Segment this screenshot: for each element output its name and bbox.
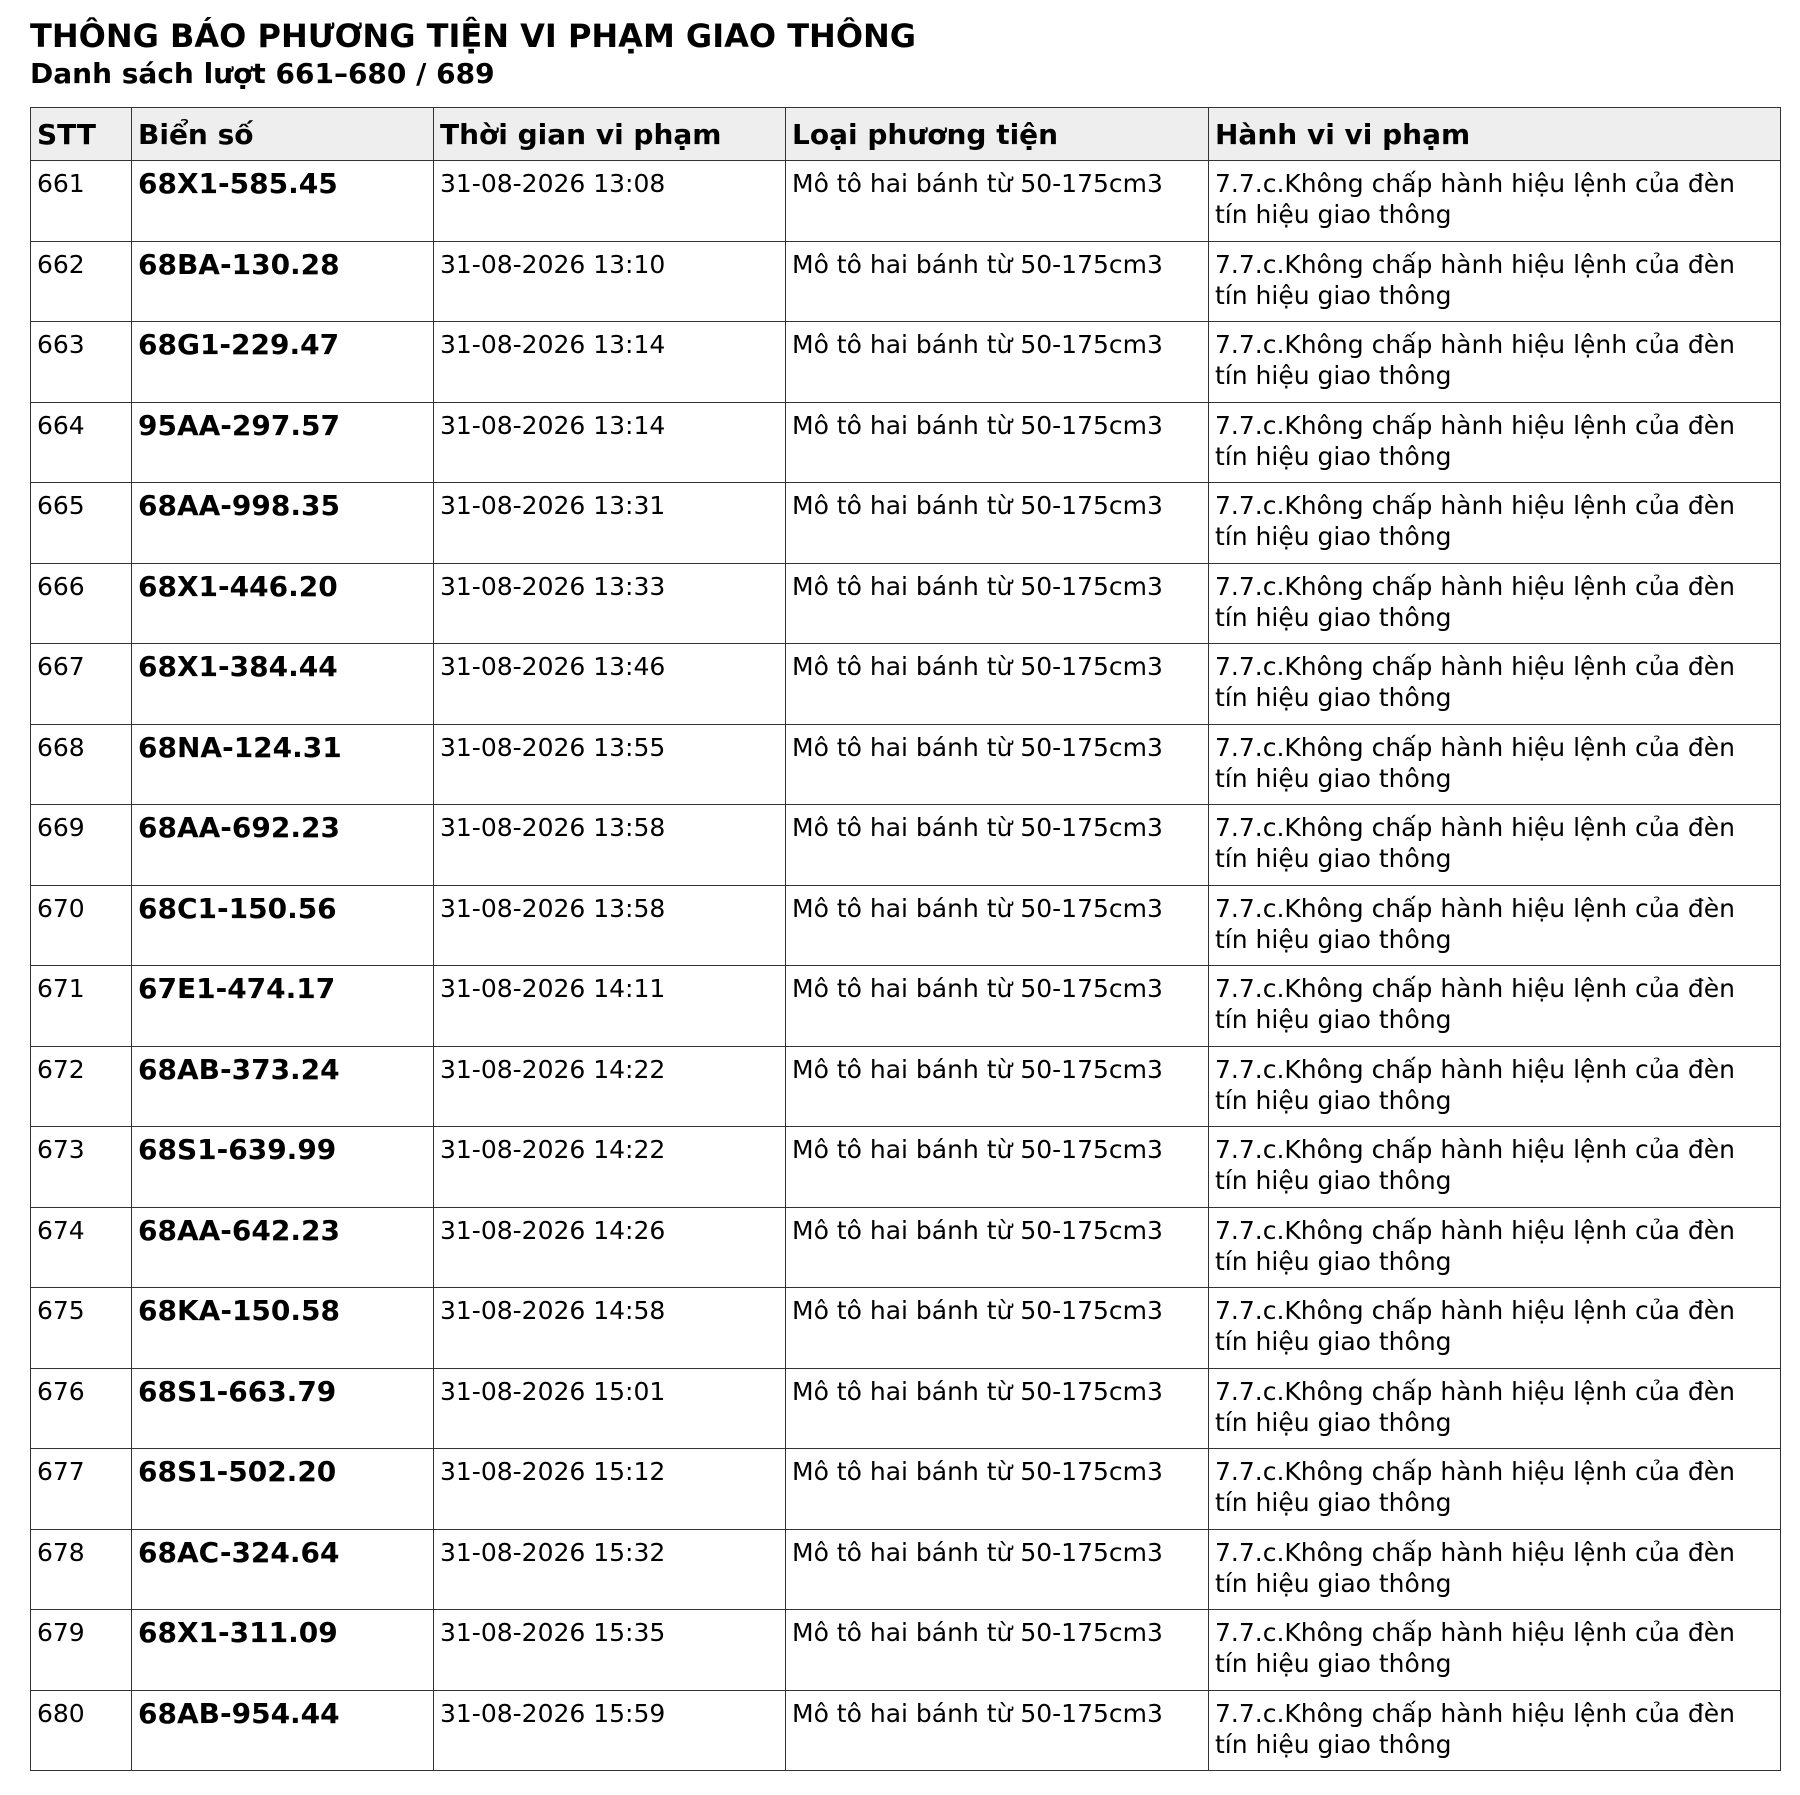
table-header-row [31, 108, 1781, 161]
table-row [31, 322, 1781, 403]
cell-stt: 669 [31, 805, 132, 886]
header-stt: STT [31, 108, 132, 161]
cell-time: 31-08-2026 15:32 [434, 1529, 786, 1610]
table-row [31, 1529, 1781, 1610]
cell-violation: 7.7.c.Không chấp hành hiệu lệnh của đèn tín hiệu giao thông [1209, 241, 1781, 322]
cell-violation: 7.7.c.Không chấp hành hiệu lệnh của đèn tín hiệu giao thông [1209, 966, 1781, 1047]
cell-stt: 680 [31, 1690, 132, 1771]
cell-violation: 7.7.c.Không chấp hành hiệu lệnh của đèn tín hiệu giao thông [1209, 1368, 1781, 1449]
cell-stt: 667 [31, 644, 132, 725]
cell-time: 31-08-2026 14:22 [434, 1046, 786, 1127]
cell-violation: 7.7.c.Không chấp hành hiệu lệnh của đèn tín hiệu giao thông [1209, 161, 1781, 242]
cell-plate: 68S1-502.20 [132, 1449, 434, 1530]
table-row [31, 885, 1781, 966]
cell-violation: 7.7.c.Không chấp hành hiệu lệnh của đèn tín hiệu giao thông [1209, 1449, 1781, 1530]
cell-plate: 68X1-446.20 [132, 563, 434, 644]
cell-vehicle-type: Mô tô hai bánh từ 50-175cm3 [786, 724, 1209, 805]
cell-plate: 68G1-229.47 [132, 322, 434, 403]
table-row [31, 724, 1781, 805]
cell-vehicle-type: Mô tô hai bánh từ 50-175cm3 [786, 1288, 1209, 1369]
cell-violation: 7.7.c.Không chấp hành hiệu lệnh của đèn tín hiệu giao thông [1209, 1610, 1781, 1691]
cell-stt: 662 [31, 241, 132, 322]
cell-violation: 7.7.c.Không chấp hành hiệu lệnh của đèn tín hiệu giao thông [1209, 1127, 1781, 1208]
cell-vehicle-type: Mô tô hai bánh từ 50-175cm3 [786, 644, 1209, 725]
cell-vehicle-type: Mô tô hai bánh từ 50-175cm3 [786, 805, 1209, 886]
table-row [31, 1368, 1781, 1449]
cell-vehicle-type: Mô tô hai bánh từ 50-175cm3 [786, 1529, 1209, 1610]
cell-stt: 672 [31, 1046, 132, 1127]
cell-vehicle-type: Mô tô hai bánh từ 50-175cm3 [786, 1368, 1209, 1449]
table-row [31, 1127, 1781, 1208]
cell-vehicle-type: Mô tô hai bánh từ 50-175cm3 [786, 1449, 1209, 1530]
cell-vehicle-type: Mô tô hai bánh từ 50-175cm3 [786, 966, 1209, 1047]
cell-time: 31-08-2026 13:46 [434, 644, 786, 725]
cell-time: 31-08-2026 14:11 [434, 966, 786, 1047]
cell-time: 31-08-2026 13:14 [434, 322, 786, 403]
table-row [31, 644, 1781, 725]
cell-time: 31-08-2026 13:58 [434, 805, 786, 886]
table-row [31, 1449, 1781, 1530]
notice-page [30, 16, 1780, 1771]
cell-time: 31-08-2026 13:55 [434, 724, 786, 805]
cell-time: 31-08-2026 13:58 [434, 885, 786, 966]
header-plate: Biển số [132, 108, 434, 161]
cell-stt: 668 [31, 724, 132, 805]
cell-plate: 95AA-297.57 [132, 402, 434, 483]
cell-vehicle-type: Mô tô hai bánh từ 50-175cm3 [786, 161, 1209, 242]
cell-vehicle-type: Mô tô hai bánh từ 50-175cm3 [786, 483, 1209, 564]
cell-time: 31-08-2026 13:14 [434, 402, 786, 483]
cell-vehicle-type: Mô tô hai bánh từ 50-175cm3 [786, 1046, 1209, 1127]
table-row [31, 563, 1781, 644]
cell-violation: 7.7.c.Không chấp hành hiệu lệnh của đèn tín hiệu giao thông [1209, 1690, 1781, 1771]
cell-time: 31-08-2026 14:58 [434, 1288, 786, 1369]
cell-vehicle-type: Mô tô hai bánh từ 50-175cm3 [786, 1127, 1209, 1208]
cell-plate: 68NA-124.31 [132, 724, 434, 805]
cell-plate: 68AA-692.23 [132, 805, 434, 886]
table-row [31, 483, 1781, 564]
table-row [31, 161, 1781, 242]
cell-stt: 663 [31, 322, 132, 403]
cell-plate: 68X1-585.45 [132, 161, 434, 242]
table-row [31, 402, 1781, 483]
cell-violation: 7.7.c.Không chấp hành hiệu lệnh của đèn tín hiệu giao thông [1209, 1529, 1781, 1610]
cell-plate: 68AA-642.23 [132, 1207, 434, 1288]
cell-violation: 7.7.c.Không chấp hành hiệu lệnh của đèn tín hiệu giao thông [1209, 724, 1781, 805]
cell-time: 31-08-2026 14:22 [434, 1127, 786, 1208]
cell-vehicle-type: Mô tô hai bánh từ 50-175cm3 [786, 563, 1209, 644]
table-row [31, 1690, 1781, 1771]
cell-time: 31-08-2026 15:01 [434, 1368, 786, 1449]
cell-violation: 7.7.c.Không chấp hành hiệu lệnh của đèn tín hiệu giao thông [1209, 402, 1781, 483]
cell-stt: 671 [31, 966, 132, 1047]
cell-stt: 675 [31, 1288, 132, 1369]
cell-plate: 68X1-384.44 [132, 644, 434, 725]
cell-time: 31-08-2026 14:26 [434, 1207, 786, 1288]
cell-violation: 7.7.c.Không chấp hành hiệu lệnh của đèn tín hiệu giao thông [1209, 1207, 1781, 1288]
cell-stt: 661 [31, 161, 132, 242]
cell-violation: 7.7.c.Không chấp hành hiệu lệnh của đèn tín hiệu giao thông [1209, 885, 1781, 966]
table-row [31, 1207, 1781, 1288]
table-row [31, 966, 1781, 1047]
cell-violation: 7.7.c.Không chấp hành hiệu lệnh của đèn tín hiệu giao thông [1209, 322, 1781, 403]
cell-time: 31-08-2026 13:33 [434, 563, 786, 644]
header-vehicle-type: Loại phương tiện [786, 108, 1209, 161]
cell-violation: 7.7.c.Không chấp hành hiệu lệnh của đèn tín hiệu giao thông [1209, 1046, 1781, 1127]
table-row [31, 1288, 1781, 1369]
cell-time: 31-08-2026 15:59 [434, 1690, 786, 1771]
table-row [31, 805, 1781, 886]
cell-vehicle-type: Mô tô hai bánh từ 50-175cm3 [786, 1207, 1209, 1288]
cell-plate: 68C1-150.56 [132, 885, 434, 966]
cell-plate: 68S1-663.79 [132, 1368, 434, 1449]
cell-violation: 7.7.c.Không chấp hành hiệu lệnh của đèn tín hiệu giao thông [1209, 1288, 1781, 1369]
cell-vehicle-type: Mô tô hai bánh từ 50-175cm3 [786, 322, 1209, 403]
cell-violation: 7.7.c.Không chấp hành hiệu lệnh của đèn tín hiệu giao thông [1209, 563, 1781, 644]
cell-violation: 7.7.c.Không chấp hành hiệu lệnh của đèn tín hiệu giao thông [1209, 805, 1781, 886]
page-subtitle: Danh sách lượt 661–680 / 689 [30, 57, 495, 90]
cell-plate: 68KA-150.58 [132, 1288, 434, 1369]
cell-violation: 7.7.c.Không chấp hành hiệu lệnh của đèn tín hiệu giao thông [1209, 483, 1781, 564]
cell-stt: 670 [31, 885, 132, 966]
cell-plate: 68X1-311.09 [132, 1610, 434, 1691]
cell-vehicle-type: Mô tô hai bánh từ 50-175cm3 [786, 241, 1209, 322]
cell-stt: 677 [31, 1449, 132, 1530]
cell-time: 31-08-2026 13:31 [434, 483, 786, 564]
cell-violation: 7.7.c.Không chấp hành hiệu lệnh của đèn tín hiệu giao thông [1209, 644, 1781, 725]
cell-plate: 67E1-474.17 [132, 966, 434, 1047]
cell-vehicle-type: Mô tô hai bánh từ 50-175cm3 [786, 1610, 1209, 1691]
header-time: Thời gian vi phạm [434, 108, 786, 161]
cell-stt: 678 [31, 1529, 132, 1610]
cell-stt: 673 [31, 1127, 132, 1208]
table-body [31, 161, 1781, 1771]
cell-stt: 676 [31, 1368, 132, 1449]
cell-time: 31-08-2026 15:12 [434, 1449, 786, 1530]
violations-table [30, 107, 1781, 1771]
cell-vehicle-type: Mô tô hai bánh từ 50-175cm3 [786, 885, 1209, 966]
cell-time: 31-08-2026 15:35 [434, 1610, 786, 1691]
cell-vehicle-type: Mô tô hai bánh từ 50-175cm3 [786, 402, 1209, 483]
header-violation: Hành vi vi phạm [1209, 108, 1781, 161]
cell-plate: 68AB-373.24 [132, 1046, 434, 1127]
cell-plate: 68AC-324.64 [132, 1529, 434, 1610]
cell-time: 31-08-2026 13:10 [434, 241, 786, 322]
cell-plate: 68AB-954.44 [132, 1690, 434, 1771]
cell-plate: 68AA-998.35 [132, 483, 434, 564]
table-row [31, 1610, 1781, 1691]
cell-plate: 68S1-639.99 [132, 1127, 434, 1208]
page-title: THÔNG BÁO PHƯƠNG TIỆN VI PHẠM GIAO THÔNG [30, 17, 917, 55]
cell-time: 31-08-2026 13:08 [434, 161, 786, 242]
cell-stt: 679 [31, 1610, 132, 1691]
cell-stt: 666 [31, 563, 132, 644]
cell-stt: 665 [31, 483, 132, 564]
table-row [31, 1046, 1781, 1127]
table-row [31, 241, 1781, 322]
cell-stt: 674 [31, 1207, 132, 1288]
cell-vehicle-type: Mô tô hai bánh từ 50-175cm3 [786, 1690, 1209, 1771]
cell-plate: 68BA-130.28 [132, 241, 434, 322]
cell-stt: 664 [31, 402, 132, 483]
